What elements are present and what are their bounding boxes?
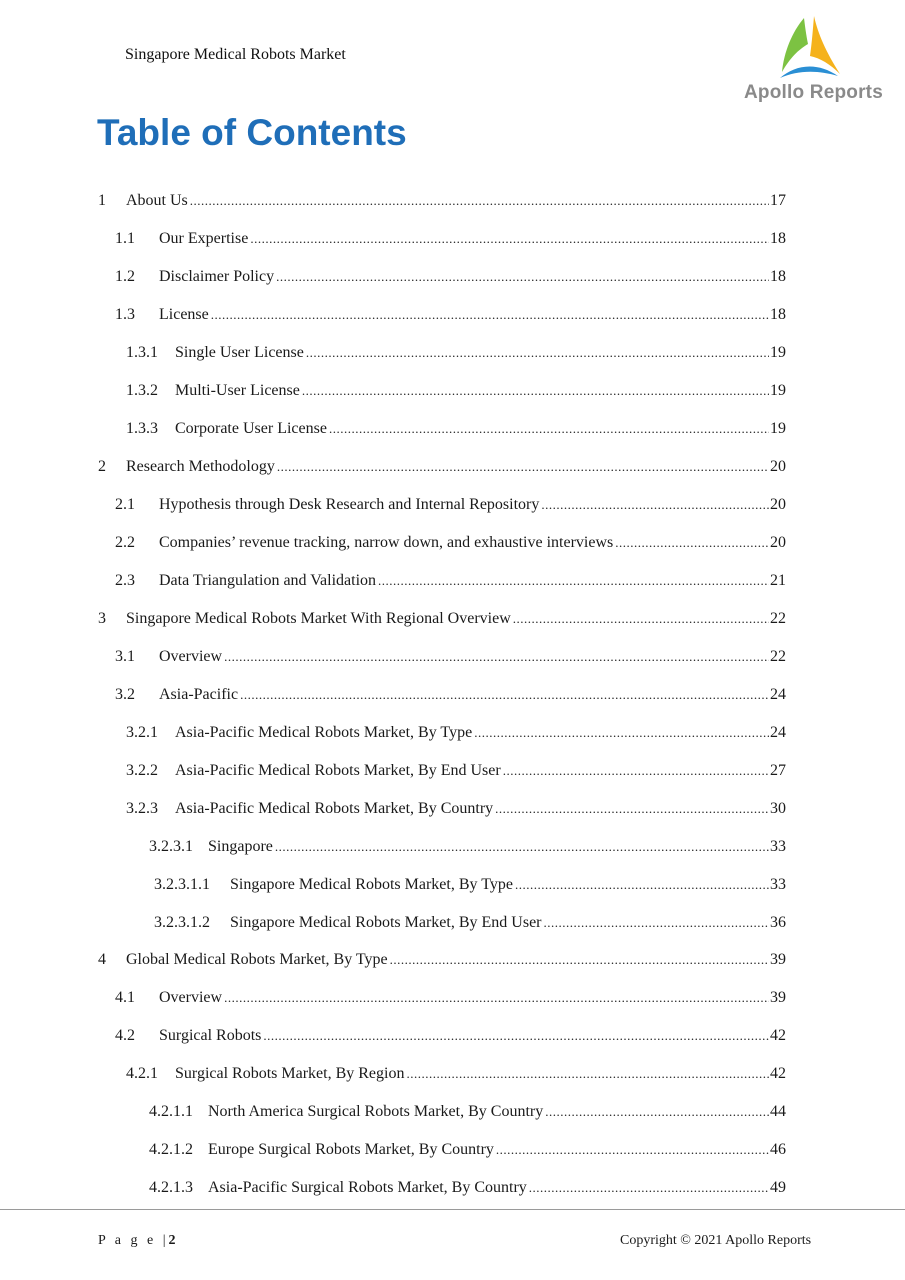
toc-entry-number: 2	[98, 458, 106, 475]
toc-entry-title: Overview	[159, 989, 223, 1006]
toc-entry-title: Multi-User License	[175, 382, 300, 399]
toc-entry[interactable]	[126, 724, 786, 744]
toc-entry-page: 18	[770, 268, 786, 285]
toc-entry-page: 17	[770, 192, 786, 209]
toc-entry-title: Singapore Medical Robots Market, By Type	[230, 876, 513, 893]
toc-entry[interactable]	[98, 610, 786, 630]
toc-entry-title: Disclaimer Policy	[159, 268, 275, 285]
toc-entry[interactable]	[115, 686, 786, 706]
toc-entry[interactable]	[115, 230, 786, 250]
toc-entry[interactable]	[154, 876, 786, 896]
toc-entry-leader	[503, 763, 769, 779]
toc-entry[interactable]	[115, 534, 786, 554]
toc-entry-number: 3.2.2	[126, 762, 158, 779]
toc-entry-leader	[224, 990, 769, 1006]
toc-entry[interactable]	[115, 1027, 786, 1047]
toc-entry-page: 39	[770, 951, 786, 968]
toc-entry-page: 22	[770, 610, 786, 627]
toc-entry[interactable]	[98, 458, 786, 478]
toc-entry-leader	[615, 535, 769, 551]
toc-entry-number: 2.1	[115, 496, 135, 513]
toc-entry-leader	[306, 345, 769, 361]
toc-entry-title: Asia-Pacific	[159, 686, 239, 703]
toc-entry[interactable]	[115, 989, 786, 1009]
toc-entry-title: About Us	[126, 192, 188, 209]
toc-entry-page: 19	[770, 344, 786, 361]
logo-mark-icon	[774, 14, 846, 84]
toc-entry-number: 1.3	[115, 306, 135, 323]
toc-entry[interactable]	[126, 344, 786, 364]
toc-entry-number: 3.2.3	[126, 800, 158, 817]
toc-entry-number: 1.1	[115, 230, 135, 247]
toc-entry[interactable]	[115, 268, 786, 288]
toc-entry-title: Our Expertise	[159, 230, 249, 247]
toc-entry-title: Surgical Robots Market, By Region	[175, 1065, 405, 1082]
toc-entry-title: Hypothesis through Desk Research and Internal Repository	[159, 496, 540, 513]
toc-entry-page: 19	[770, 382, 786, 399]
toc-entry-page: 20	[770, 458, 786, 475]
toc-entry-title: Singapore Medical Robots Market, By End User	[230, 914, 542, 931]
toc-entry[interactable]	[115, 306, 786, 326]
toc-entry-page: 22	[770, 648, 786, 665]
toc-entry-title: Data Triangulation and Validation	[159, 572, 377, 589]
footer-divider	[0, 1209, 905, 1210]
toc-entry-number: 3.1	[115, 648, 135, 665]
toc-entry-leader	[545, 1104, 769, 1120]
toc-entry-page: 27	[770, 762, 786, 779]
toc-entry-number: 3	[98, 610, 106, 627]
toc-entry-number: 1	[98, 192, 106, 209]
toc-entry[interactable]	[126, 1065, 786, 1085]
page-title: Table of Contents	[97, 112, 407, 153]
toc-entry-page: 18	[770, 230, 786, 247]
toc-entry-number: 1.2	[115, 268, 135, 285]
footer-page-number: P a g e |2	[98, 1233, 176, 1248]
toc-entry-leader	[302, 383, 769, 399]
toc-entry-leader	[329, 421, 769, 437]
toc-entry-leader	[495, 801, 769, 817]
toc-entry-page: 49	[770, 1179, 786, 1196]
toc-entry[interactable]	[126, 420, 786, 440]
apollo-logo	[740, 14, 883, 106]
toc-entry-leader	[378, 573, 769, 589]
toc-entry-leader	[544, 915, 770, 931]
toc-entry-page: 46	[770, 1141, 786, 1158]
toc-entry-title: Asia-Pacific Medical Robots Market, By Country	[175, 800, 494, 817]
toc-entry[interactable]	[149, 1179, 786, 1199]
toc-entry-page: 42	[770, 1027, 786, 1044]
toc-entry-number: 4.2.1.1	[149, 1103, 193, 1120]
toc-entry-leader	[263, 1028, 769, 1044]
toc-entry-leader	[250, 231, 769, 247]
toc-entry-leader	[224, 649, 769, 665]
toc-entry[interactable]	[115, 496, 786, 516]
toc-entry-title: Asia-Pacific Medical Robots Market, By Type	[175, 724, 473, 741]
toc-entry-title: Companies’ revenue tracking, narrow down, and exhaustive interviews	[159, 534, 614, 551]
toc-entry-number: 4.2	[115, 1027, 135, 1044]
toc-entry-number: 1.3.1	[126, 344, 158, 361]
toc-entry-page: 20	[770, 496, 786, 513]
toc-entry-title: North America Surgical Robots Market, By Country	[208, 1103, 544, 1120]
toc-entry-number: 4.2.1	[126, 1065, 158, 1082]
toc-entry[interactable]	[126, 800, 786, 820]
toc-entry[interactable]	[149, 838, 786, 858]
toc-entry-number: 3.2.3.1.1	[154, 876, 210, 893]
toc-entry-title: License	[159, 306, 209, 323]
toc-entry-leader	[390, 952, 769, 968]
toc-entry-page: 36	[770, 914, 786, 931]
toc-entry-number: 3.2.1	[126, 724, 158, 741]
toc-entry-page: 42	[770, 1065, 786, 1082]
toc-entry-title: Singapore Medical Robots Market With Regional Overview	[126, 610, 511, 627]
toc-entry[interactable]	[149, 1141, 786, 1161]
toc-entry-title: Singapore	[208, 838, 273, 855]
toc-entry-leader	[240, 687, 769, 703]
toc-entry-number: 3.2	[115, 686, 135, 703]
toc-entry-page: 30	[770, 800, 786, 817]
toc-entry-title: Asia-Pacific Medical Robots Market, By End User	[175, 762, 501, 779]
toc-entry[interactable]	[149, 1103, 786, 1123]
toc-entry[interactable]	[98, 951, 786, 971]
toc-entry-page: 21	[770, 572, 786, 589]
toc-entry[interactable]	[126, 382, 786, 402]
toc-entry-page: 33	[770, 876, 786, 893]
toc-entry-number: 4.1	[115, 989, 135, 1006]
toc-entry-page: 18	[770, 306, 786, 323]
toc-entry-page: 24	[770, 686, 786, 703]
toc-entry-title: Corporate User License	[175, 420, 327, 437]
toc-entry-title: Research Methodology	[126, 458, 275, 475]
logo-text: Apollo Reports	[744, 82, 883, 103]
footer-copyright: Copyright © 2021 Apollo Reports	[620, 1233, 812, 1248]
toc-entry-leader	[474, 725, 769, 741]
toc-entry-leader	[541, 497, 769, 513]
toc-entry[interactable]	[126, 762, 786, 782]
toc-entry-number: 1.3.3	[126, 420, 158, 437]
toc-entry-page: 24	[770, 724, 786, 741]
toc-entry[interactable]	[154, 914, 786, 934]
toc-entry-leader	[496, 1142, 769, 1158]
toc-entry[interactable]	[115, 648, 786, 668]
toc-entry[interactable]	[115, 572, 786, 592]
toc-entry-leader	[513, 611, 769, 627]
toc-entry-number: 3.2.3.1.2	[154, 914, 210, 931]
toc-entry[interactable]	[98, 192, 786, 212]
toc-entry-title: Single User License	[175, 344, 304, 361]
toc-entry-page: 44	[770, 1103, 786, 1120]
toc-entry-page: 20	[770, 534, 786, 551]
toc-entry-number: 3.2.3.1	[149, 838, 193, 855]
toc-entry-title: Overview	[159, 648, 223, 665]
toc-entry-leader	[515, 877, 769, 893]
toc-entry-page: 33	[770, 838, 786, 855]
toc-entry-page: 39	[770, 989, 786, 1006]
toc-entry-leader	[406, 1066, 769, 1082]
toc-entry-number: 2.3	[115, 572, 135, 589]
toc-entry-number: 4.2.1.3	[149, 1179, 193, 1196]
toc-entry-number: 4	[98, 951, 106, 968]
toc-entry-title: Surgical Robots	[159, 1027, 262, 1044]
toc-entry-leader	[190, 193, 769, 209]
toc-entry-title: Global Medical Robots Market, By Type	[126, 951, 388, 968]
toc-entry-page: 19	[770, 420, 786, 437]
toc-entry-leader	[529, 1180, 769, 1196]
toc-entry-number: 2.2	[115, 534, 135, 551]
toc-entry-title: Asia-Pacific Surgical Robots Market, By Country	[208, 1179, 527, 1196]
toc-entry-leader	[275, 839, 769, 855]
toc-entry-number: 4.2.1.2	[149, 1141, 193, 1158]
header-title: Singapore Medical Robots Market	[125, 46, 346, 63]
toc-entry-leader	[277, 459, 769, 475]
toc-entry-number: 1.3.2	[126, 382, 158, 399]
toc-entry-title: Europe Surgical Robots Market, By Country	[208, 1141, 494, 1158]
toc-entry-leader	[211, 307, 769, 323]
toc-entry-leader	[276, 269, 769, 285]
